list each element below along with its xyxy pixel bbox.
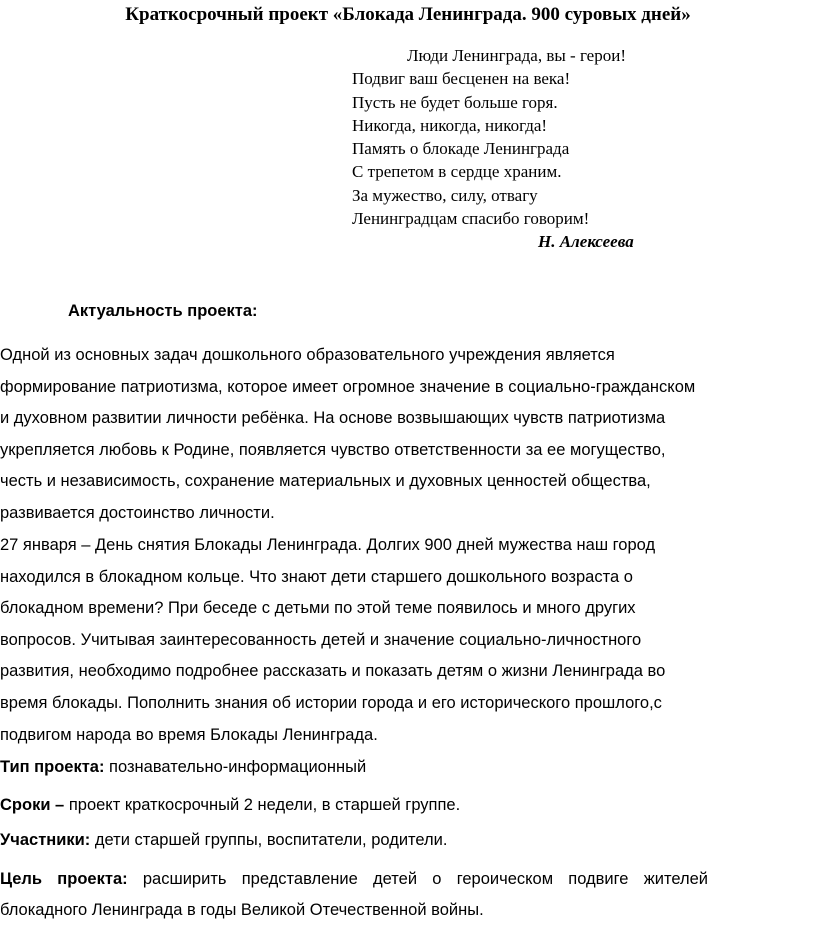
project-participants <box>0 831 447 850</box>
relevance-paragraph-2 <box>0 530 708 751</box>
paragraph-line: время блокады. Пополнить знания об истории города и его исторического прошлого,с <box>0 693 662 712</box>
paragraph-line: находился в блокадном кольце. Что знают дети старшего дошкольного возраста о <box>0 567 633 586</box>
epigraph-poem <box>352 44 672 254</box>
relevance-paragraph-1 <box>0 340 708 530</box>
poem-line: Люди Ленинграда, вы - герои! <box>407 46 626 65</box>
poem-line: С трепетом в сердце храним. <box>352 162 562 182</box>
poem-line: Память о блокаде Ленинграда <box>352 139 570 159</box>
poem-line: Ленинградцам спасибо говорим! <box>352 209 590 229</box>
project-type <box>0 758 366 777</box>
poem-line: Подвиг ваш бесценен на века! <box>352 69 571 89</box>
paragraph-line: и духовном развитии личности ребёнка. На основе возвышающих чувств патриотизма <box>0 409 666 428</box>
participants-value: дети старшей группы, воспитатели, родители. <box>90 831 448 849</box>
paragraph-line: развития, необходимо подробнее рассказать и показать детям о жизни Ленинграда во <box>0 662 666 681</box>
participants-label: Участники: <box>0 831 91 849</box>
paragraph-line: блокадном времени? При беседе с детьми по этой теме появилось и много других <box>0 599 636 618</box>
project-deadlines <box>0 796 460 815</box>
project-type-label: Тип проекта: <box>0 758 105 776</box>
deadlines-label: Сроки – <box>0 796 65 814</box>
project-goal <box>0 864 708 926</box>
paragraph-line: формирование патриотизма, которое имеет огромное значение в социально-гражданском <box>0 377 696 396</box>
paragraph-line: 27 января – День снятия Блокады Ленинграда. Долгих 900 дней мужества наш город <box>0 536 656 554</box>
paragraph-line: Одной из основных задач дошкольного образовательного учреждения является <box>0 346 615 364</box>
paragraph-line: развивается достоинство личности. <box>0 503 275 522</box>
relevance-heading: Актуальность проекта: <box>68 302 258 320</box>
paragraph-line: укрепляется любовь к Родине, появляется чувство ответственности за ее могущество, <box>0 440 666 459</box>
paragraph-line: честь и независимость, сохранение материальных и духовных ценностей общества, <box>0 472 651 491</box>
paragraph-line: подвигом народа во время Блокады Ленинграда. <box>0 725 378 744</box>
deadlines-value: проект краткосрочный 2 недели, в старшей группе. <box>64 796 461 814</box>
goal-value: расширить представление детей о героическом подвиге жителей блокадного Ленинграда в годы Великой Отечественной войны. <box>0 870 709 919</box>
page-title: Краткосрочный проект «Блокада Ленинграда. 900 суровых дней» <box>125 4 691 25</box>
goal-label: Цель проекта: <box>0 870 128 888</box>
poem-author: Н. Алексеева <box>538 232 634 252</box>
project-type-value: познавательно-информационный <box>104 758 367 776</box>
paragraph-line: вопросов. Учитывая заинтересованность детей и значение социально-личностного <box>0 630 642 649</box>
poem-line: За мужество, силу, отвагу <box>352 185 538 205</box>
poem-line: Никогда, никогда, никогда! <box>352 115 548 135</box>
poem-line: Пусть не будет больше горя. <box>352 92 558 112</box>
